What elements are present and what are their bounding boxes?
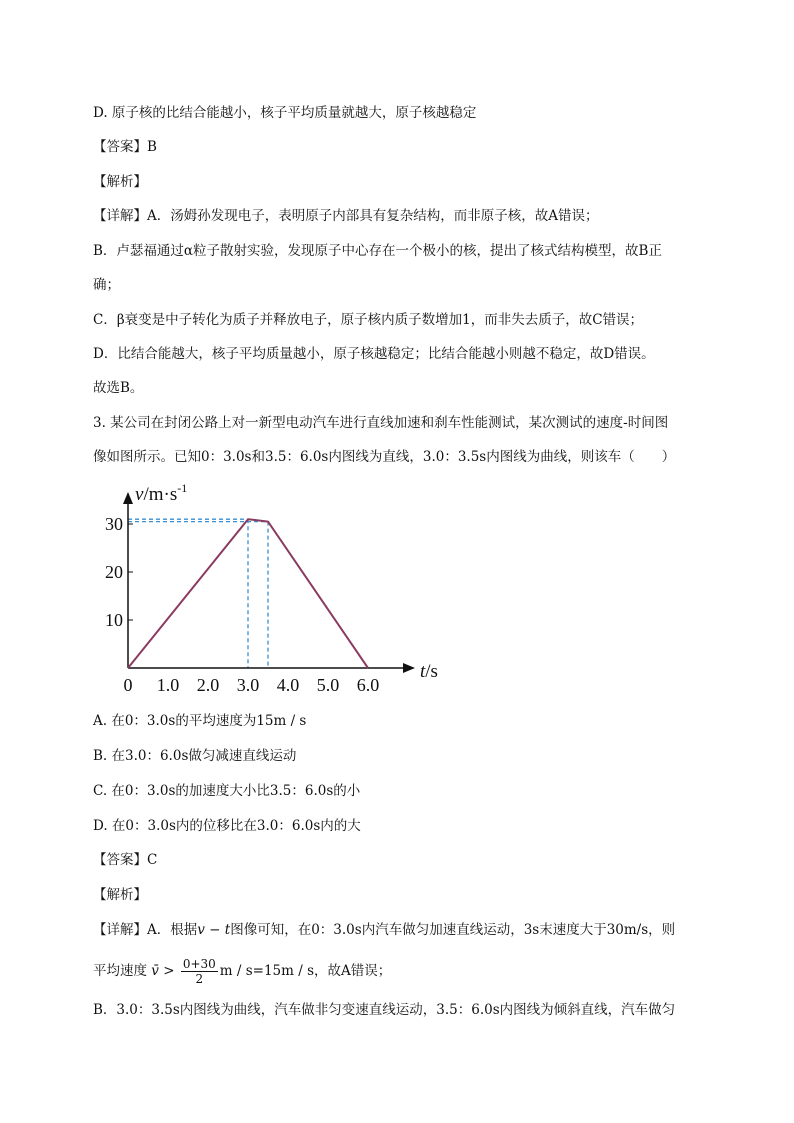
detail-c: C．β衰变是中子转化为质子并释放电子，原子核内质子数增加1，而非失去质子，故C错误； (93, 312, 644, 328)
detail-b-cont: 确； (93, 277, 120, 293)
answer-label-2: 【答案】C (93, 852, 158, 868)
x-tick-label: 6.0 (356, 675, 380, 695)
fraction (181, 957, 218, 986)
answer-label: 【答案】B (93, 139, 157, 155)
analysis-label: 【解析】 (93, 174, 147, 190)
y-axis-label-unit: /m·s (143, 484, 178, 505)
dashed-guides (128, 519, 268, 668)
x-tick-label: 1.0 (156, 675, 180, 695)
x-tick-label: 5.0 (316, 675, 340, 695)
fraction-denominator: 2 (195, 972, 204, 986)
y-axis-arrow (123, 492, 133, 504)
option-a: A. 在0：3.0s的平均速度为15m / s (93, 713, 307, 729)
velocity-time-chart (93, 478, 438, 700)
analysis-label-2: 【解析】 (93, 887, 147, 903)
y-axis-label-exp: -1 (177, 481, 188, 495)
option-d: D. 在0：3.0s内的位移比在3.0：6.0s内的大 (93, 818, 361, 834)
y-axis-label (135, 481, 187, 505)
x-tick-label: 4.0 (276, 675, 300, 695)
avg-suffix: m / s=15m / s，故A错误； (219, 963, 392, 979)
x-tick-label: 0 (123, 675, 133, 695)
y-tick-label: 30 (105, 514, 123, 534)
detail-a-2 (93, 920, 675, 940)
question-3-stem-cont: 像如图所示。已知0：3.0s和3.5：6.0s内图线为直线，3.0：3.5s内图线为曲线，则该车（ ） (93, 449, 676, 465)
detail-a-2-part1: 【详解】A．根据 (93, 922, 198, 938)
question-3-stem: 3. 某公司在封闭公路上对一新型电动汽车进行直线加速和刹车性能测试，某次测试的速度-时间图 (93, 415, 669, 431)
x-tick-label: 2.0 (196, 675, 220, 695)
option-d-previous: D. 原子核的比结合能越小，核子平均质量就越大，原子核越稳定 (93, 105, 477, 121)
avg-prefix: 平均速度 (93, 963, 147, 979)
detail-a: 【详解】A．汤姆孙发现电子，表明原子内部具有复杂结构，而非原子核，故A错误； (93, 208, 599, 224)
average-velocity-line (93, 954, 391, 988)
option-b: B. 在3.0：6.0s做匀减速直线运动 (93, 748, 297, 764)
y-tick-label: 10 (105, 610, 123, 630)
detail-b: B．卢瑟福通过α粒子散射实验，发现原子中心存在一个极小的核，提出了核式结构模型，故B正 (93, 243, 662, 259)
option-c: C. 在0：3.0s的加速度大小比3.5：6.0s的小 (93, 783, 361, 799)
conclusion: 故选B。 (93, 380, 144, 396)
x-axis-arrow (403, 663, 415, 673)
detail-b-2: B．3.0：3.5s内图线为曲线，汽车做非匀变速直线运动，3.5：6.0s内图线为倾斜直线，汽车做匀 (93, 1002, 676, 1018)
x-axis-label: t/s (420, 661, 438, 682)
detail-d: D．比结合能越大，核子平均质量越小，原子核越稳定；比结合能越小则越不稳定，故D错误。 (93, 346, 655, 362)
detail-a-2-part2: 图像可知，在0：3.0s内汽车做匀加速直线运动，3s末速度大于30m/s，则 (230, 922, 676, 938)
vt-symbol: v − t (197, 922, 231, 938)
fraction-numerator: 0+30 (182, 957, 216, 971)
y-tick-label: 20 (105, 562, 123, 582)
x-tick-label: 3.0 (236, 675, 260, 695)
y-axis-label-v: v (135, 484, 144, 505)
avg-symbol: v̄ > (151, 963, 175, 979)
